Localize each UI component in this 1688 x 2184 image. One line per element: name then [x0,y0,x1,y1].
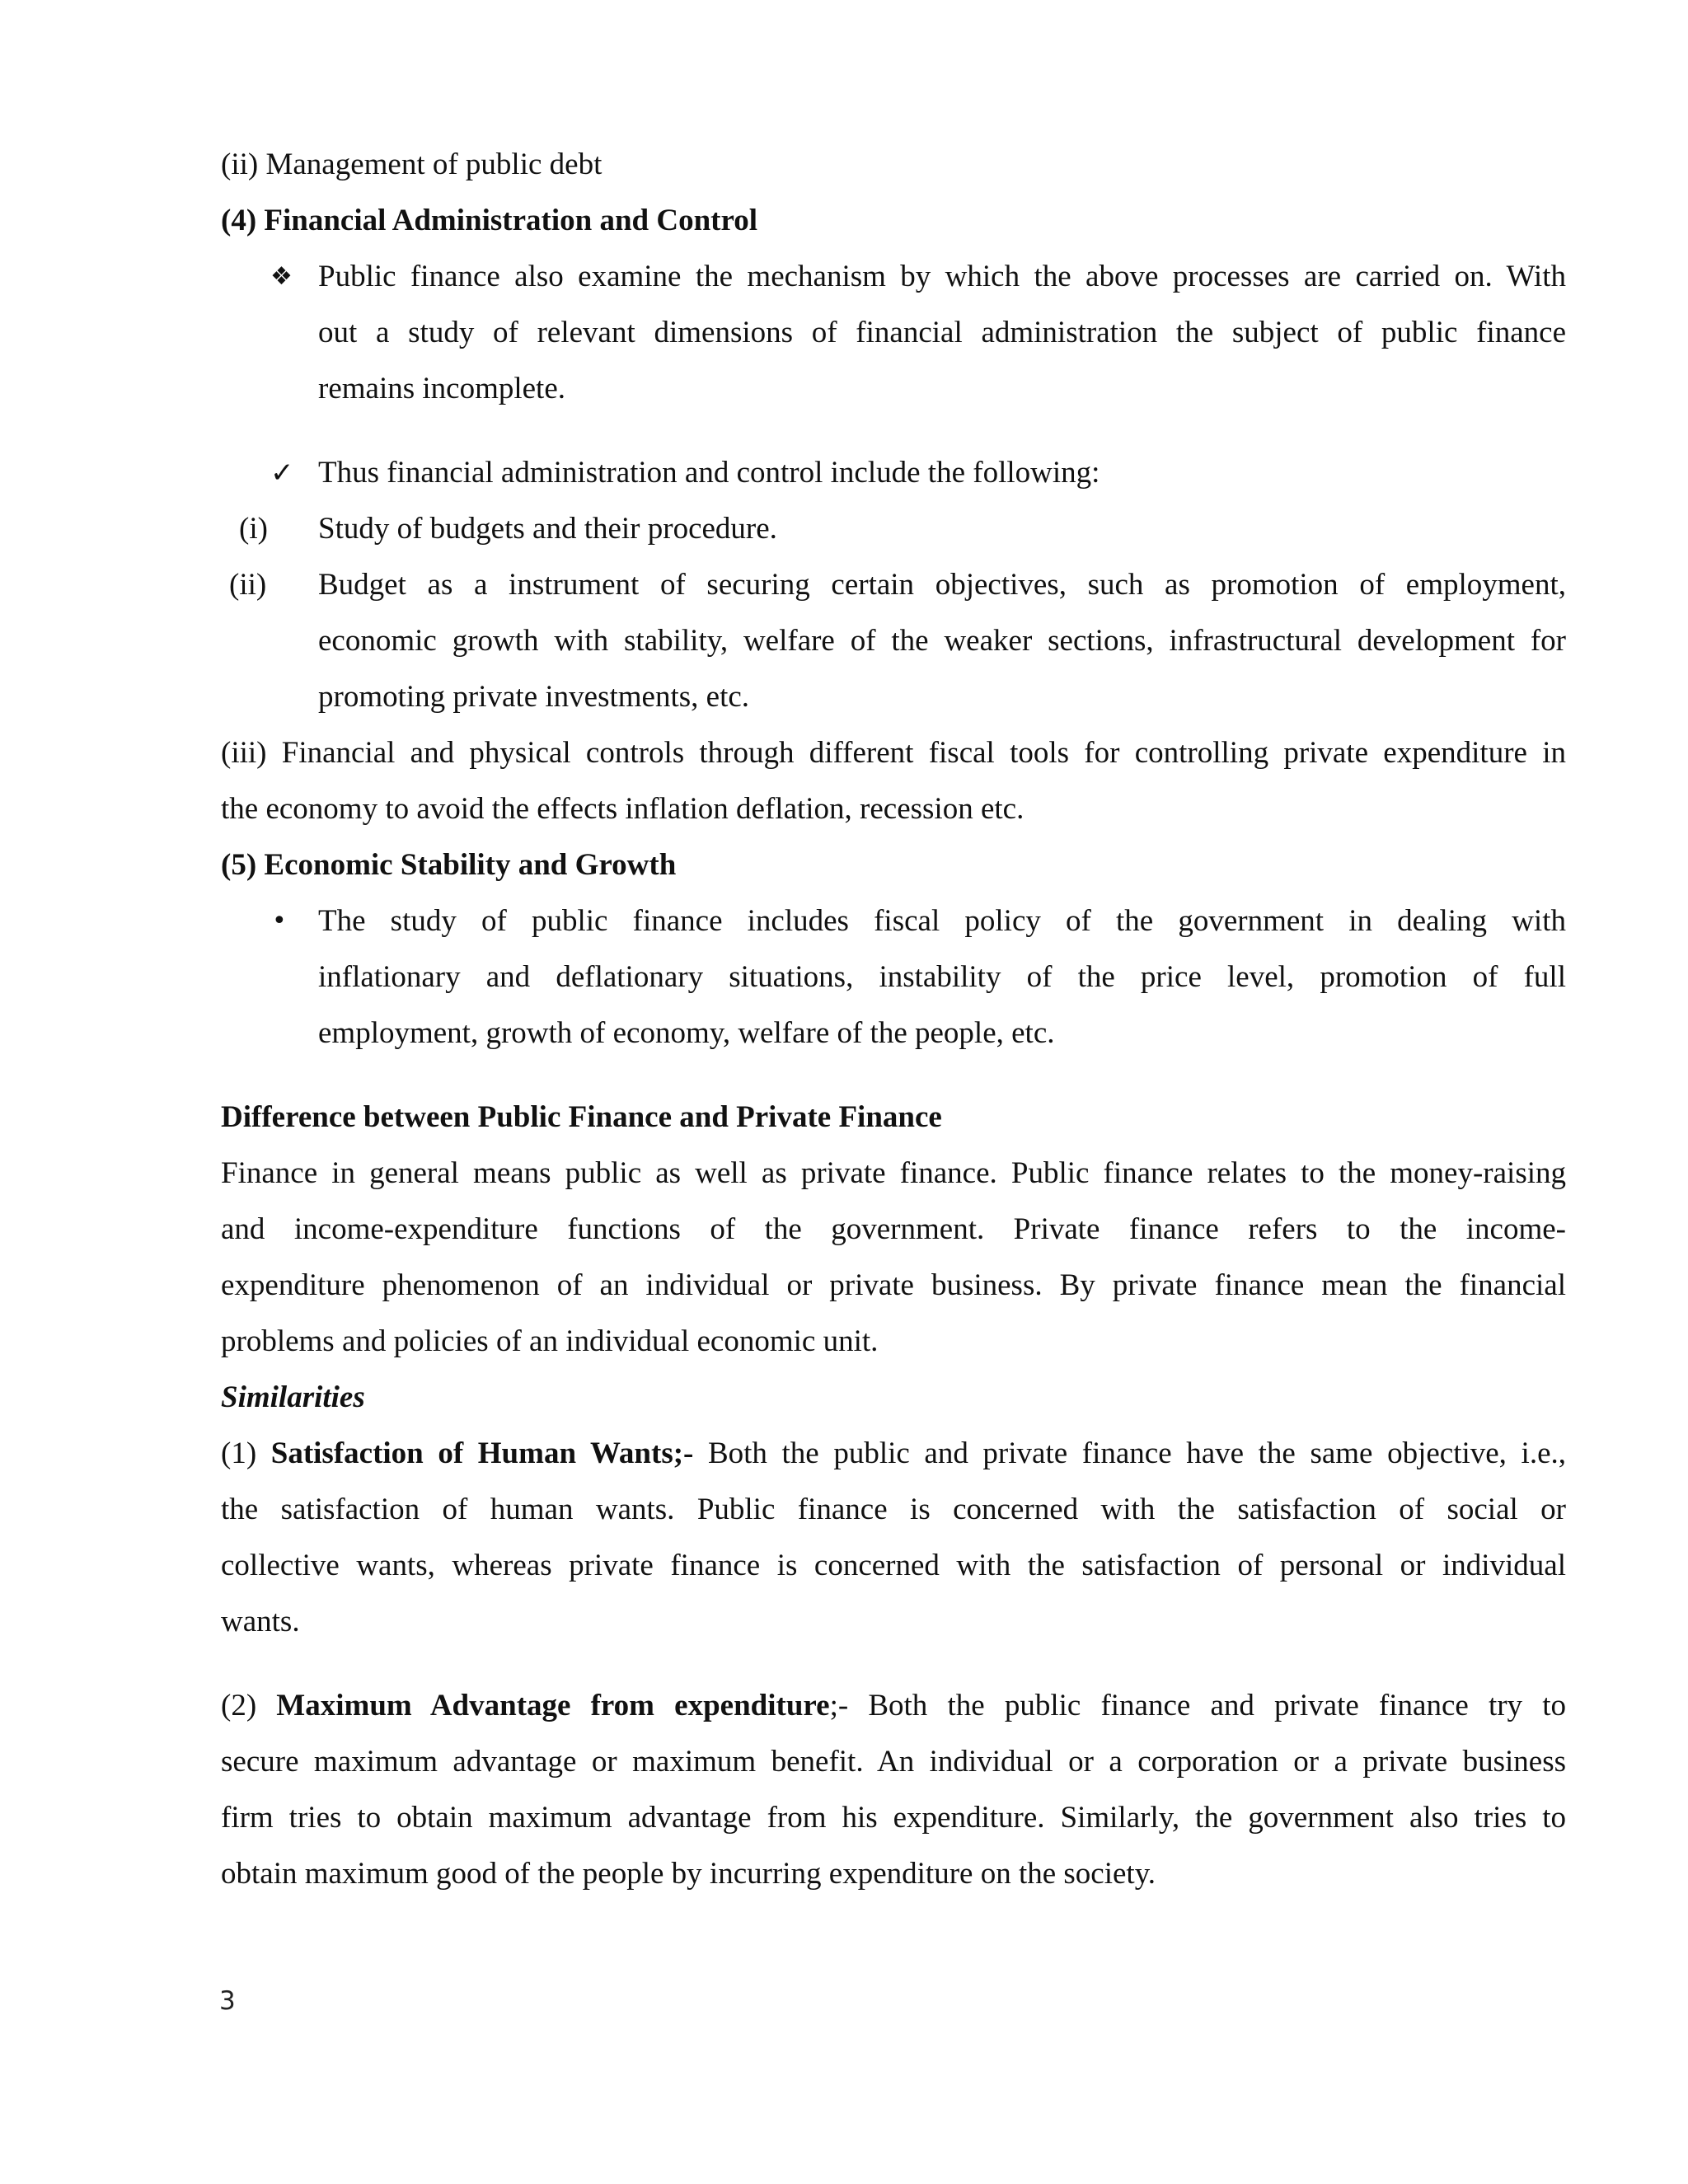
similarity-1-number: (1) [221,1436,271,1470]
similarity-2-number: (2) [221,1689,277,1722]
similarity-2-title: Maximum Advantage from expenditure [276,1689,830,1722]
bullet-text-line: employment, growth of economy, welfare of the people, etc. [318,1016,1055,1050]
paragraph-line: the satisfaction of human wants. Public finance is concerned with the satisfaction of social or [221,1493,1566,1526]
heading-financial-administration: (4) Financial Administration and Control [221,204,758,237]
list-item-iii-line: the economy to avoid the effects inflation deflation, recession etc. [221,792,1025,826]
similarity-2-first-line [221,1688,1566,1724]
paragraph-line: expenditure phenomenon of an individual or private business. By private finance mean the financial [221,1268,1566,1302]
bullet-text-line: inflationary and deflationary situations, instability of the price level, promotion of full [318,960,1566,994]
bullet-text-line: The study of public finance includes fiscal policy of the government in dealing with [318,904,1566,938]
diamond-bullet-icon: ❖ [270,262,293,291]
dot-bullet-icon: • [272,907,287,935]
list-item-ii-line: promoting private investments, etc. [318,680,750,714]
heading-economic-stability: (5) Economic Stability and Growth [221,848,677,882]
paragraph-line: secure maximum advantage or maximum benefit. An individual or a corporation or a private business [221,1745,1566,1779]
paragraph-line: wants. [221,1605,300,1638]
bullet-text-line: Public finance also examine the mechanism by which the above processes are carried on. With [318,260,1566,293]
list-label-i: (i) [239,512,268,546]
similarity-1-text: Both the public and private finance have the same objective, i.e., [693,1436,1566,1470]
bullet-text-line: out a study of relevant dimensions of financial administration the subject of public finance [318,316,1566,349]
list-item-iii-line: (iii) Financial and physical controls through different fiscal tools for controlling private expenditure in [221,736,1566,770]
heading-difference: Difference between Public Finance and Private Finance [221,1100,942,1134]
similarity-1-title: Satisfaction of Human Wants;- [270,1436,694,1470]
similarity-1-first-line [221,1436,1566,1472]
list-item-ii-line: economic growth with stability, welfare of the weaker sections, infrastructural development for [318,624,1566,658]
paragraph-line: obtain maximum good of the people by incurring expenditure on the society. [221,1857,1156,1891]
page-number: 3 [219,1986,236,2016]
paragraph-line: Finance in general means public as well as private finance. Public finance relates to the money-raising [221,1156,1566,1190]
public-debt-item: (ii) Management of public debt [221,148,603,181]
checkmark-text: Thus financial administration and control include the following: [318,456,1100,490]
paragraph-line: firm tries to obtain maximum advantage from his expenditure. Similarly, the government also tries to [221,1801,1566,1835]
bullet-text-line: remains incomplete. [318,372,566,405]
list-label-ii: (ii) [229,568,267,602]
checkmark-bullet-icon: ✓ [270,457,294,490]
list-item-ii-line: Budget as a instrument of securing certain objectives, such as promotion of employment, [318,568,1566,602]
paragraph-line: and income-expenditure functions of the government. Private finance refers to the income- [221,1212,1566,1246]
similarity-2-text: ;- Both the public finance and private finance try to [829,1689,1566,1722]
list-item-i: Study of budgets and their procedure. [318,512,777,546]
paragraph-line: problems and policies of an individual economic unit. [221,1324,879,1358]
paragraph-line: collective wants, whereas private finance is concerned with the satisfaction of personal or individual [221,1549,1566,1582]
heading-similarities: Similarities [221,1380,365,1414]
